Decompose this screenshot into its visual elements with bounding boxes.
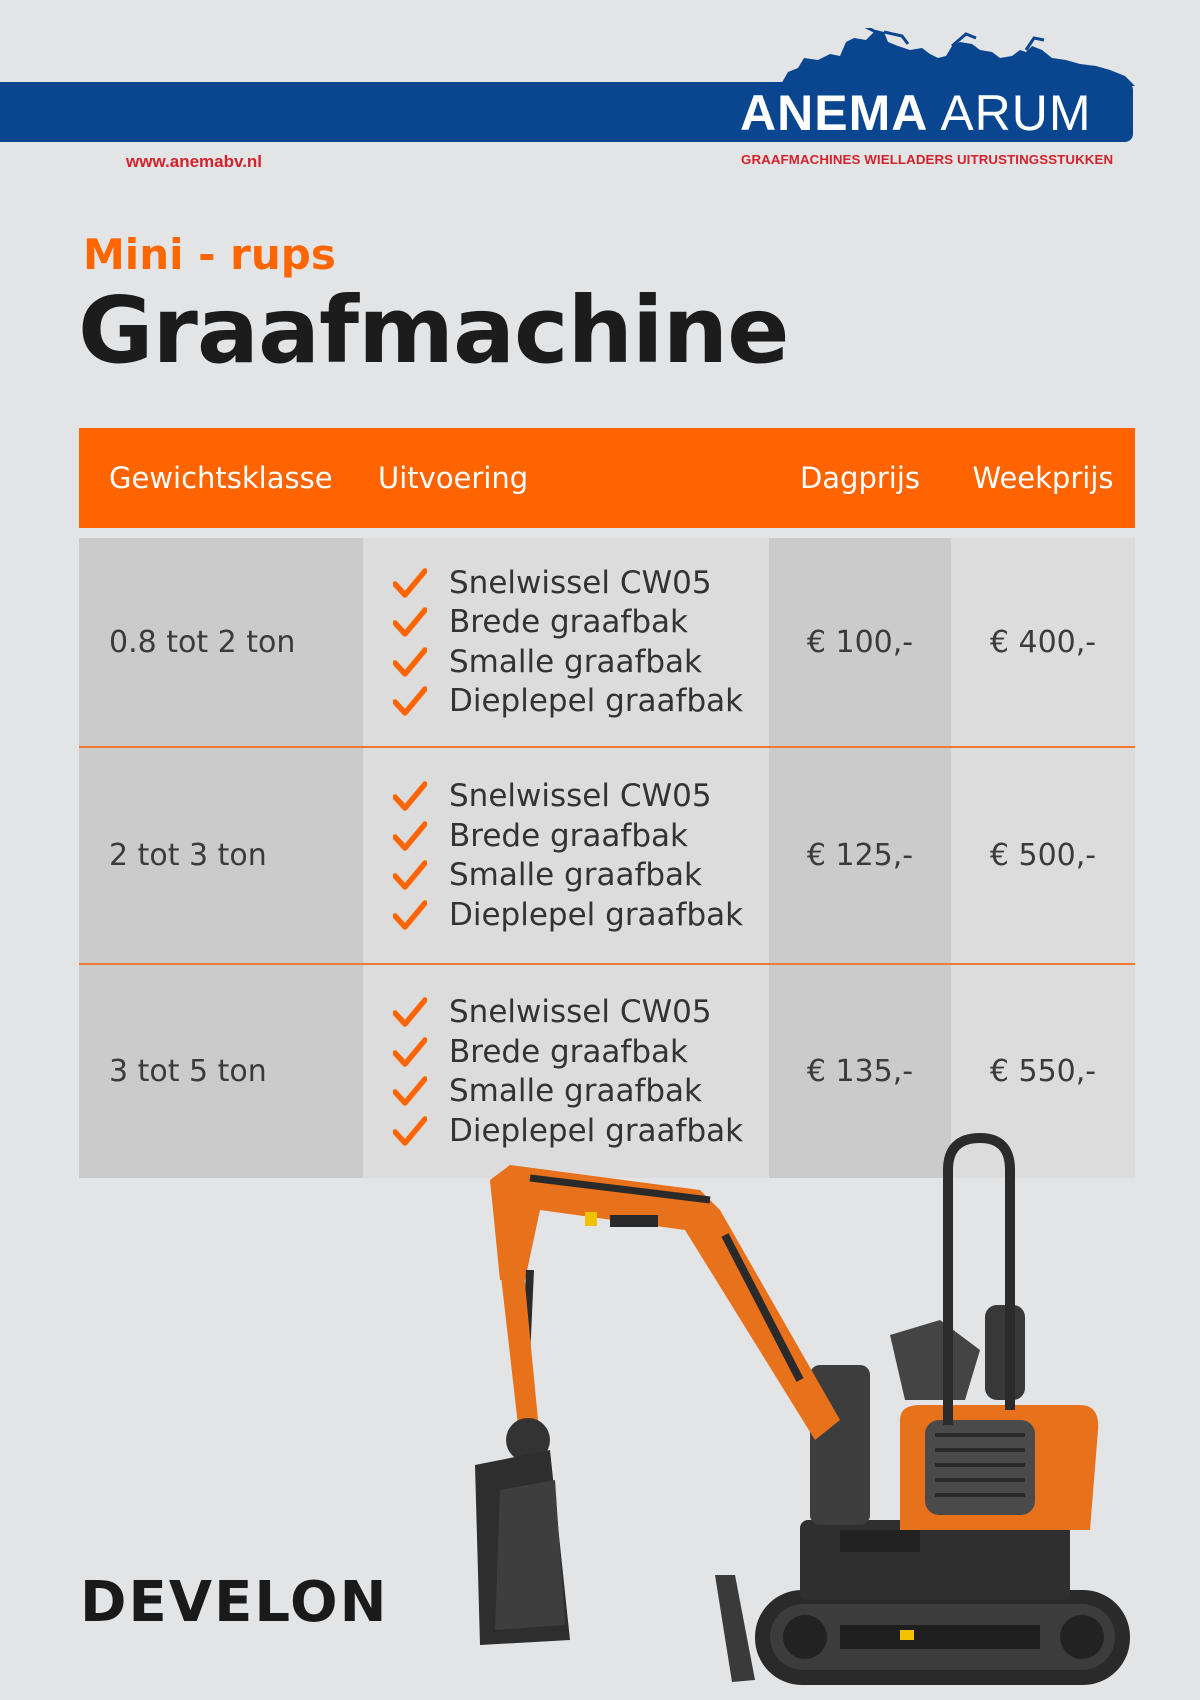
checkmark-icon	[393, 781, 427, 811]
option-item	[393, 603, 743, 643]
checkmark-icon	[393, 1037, 427, 1067]
day-price-cell	[769, 748, 951, 963]
option-item	[393, 856, 743, 896]
options-list	[393, 563, 743, 721]
option-item	[393, 1072, 743, 1112]
option-label: Smalle graafbak	[449, 1073, 702, 1110]
option-label: Smalle graafbak	[449, 643, 702, 680]
brand-name-part1: ANEMA	[740, 85, 929, 141]
brand-name-part2: ARUM	[940, 85, 1092, 141]
checkmark-icon	[393, 821, 427, 851]
website-link[interactable]: www.anemabv.nl	[126, 152, 263, 171]
weight-class-text: 3 tot 5 ton	[109, 1054, 267, 1089]
option-label: Snelwissel CW05	[449, 564, 712, 601]
options-list	[393, 777, 743, 935]
column-header-options: Uitvoering	[378, 461, 529, 495]
option-item	[393, 895, 743, 935]
column-header-week-price: Weekprijs	[972, 461, 1114, 495]
option-item	[393, 816, 743, 856]
option-item	[393, 682, 743, 722]
checkmark-icon	[393, 647, 427, 677]
week-price-cell	[951, 538, 1135, 746]
day-price-cell	[769, 538, 951, 746]
checkmark-icon	[393, 997, 427, 1027]
option-label: Snelwissel CW05	[449, 778, 712, 815]
weight-class-cell	[79, 748, 363, 963]
skyline-machines-logo	[780, 28, 1135, 86]
table-header	[79, 428, 1135, 528]
week-price-text: € 500,-	[989, 838, 1097, 873]
checkmark-icon	[393, 860, 427, 890]
table-row	[79, 538, 1135, 748]
page-title: Graafmachine	[78, 277, 789, 384]
price-table	[79, 428, 1135, 1178]
option-label: Dieplepel graafbak	[449, 896, 744, 933]
table-body	[79, 538, 1135, 1178]
weight-class-cell	[79, 538, 363, 746]
day-price-text: € 135,-	[806, 1054, 914, 1089]
week-price-text: € 400,-	[989, 624, 1097, 660]
checkmark-icon	[393, 1076, 427, 1106]
option-label: Brede graafbak	[449, 817, 688, 854]
option-label: Dieplepel graafbak	[449, 1112, 744, 1149]
brand-name	[740, 86, 1130, 140]
option-label: Brede graafbak	[449, 604, 688, 641]
table-row	[79, 748, 1135, 965]
options-cell	[363, 538, 769, 746]
brand-tagline: GRAAFMACHINES WIELLADERS UITRUSTINGSSTUKKEN	[741, 152, 1114, 167]
week-price-text: € 550,-	[989, 1054, 1097, 1089]
excavator-illustration	[470, 1120, 1170, 1695]
option-item	[393, 642, 743, 682]
checkmark-icon	[393, 1116, 427, 1146]
page-subtitle: Mini - rups	[83, 230, 336, 279]
weight-class-text: 0.8 tot 2 ton	[109, 624, 296, 660]
checkmark-icon	[393, 568, 427, 598]
week-price-cell	[951, 748, 1135, 963]
option-label: Dieplepel graafbak	[449, 683, 744, 720]
option-item	[393, 777, 743, 817]
option-label: Snelwissel CW05	[449, 994, 712, 1031]
weight-class-cell	[79, 965, 363, 1178]
checkmark-icon	[393, 607, 427, 637]
develon-logo: DEVELON	[80, 1570, 389, 1635]
option-label: Smalle graafbak	[449, 857, 702, 894]
option-item	[393, 563, 743, 603]
option-item	[393, 993, 743, 1033]
column-header-weight: Gewichtsklasse	[109, 461, 333, 495]
option-label: Brede graafbak	[449, 1033, 688, 1070]
options-cell	[363, 748, 769, 963]
column-header-day-price: Dagprijs	[799, 461, 921, 495]
checkmark-icon	[393, 900, 427, 930]
day-price-text: € 100,-	[806, 624, 914, 660]
day-price-text: € 125,-	[806, 838, 914, 873]
option-item	[393, 1032, 743, 1072]
weight-class-text: 2 tot 3 ton	[109, 838, 267, 873]
checkmark-icon	[393, 686, 427, 716]
